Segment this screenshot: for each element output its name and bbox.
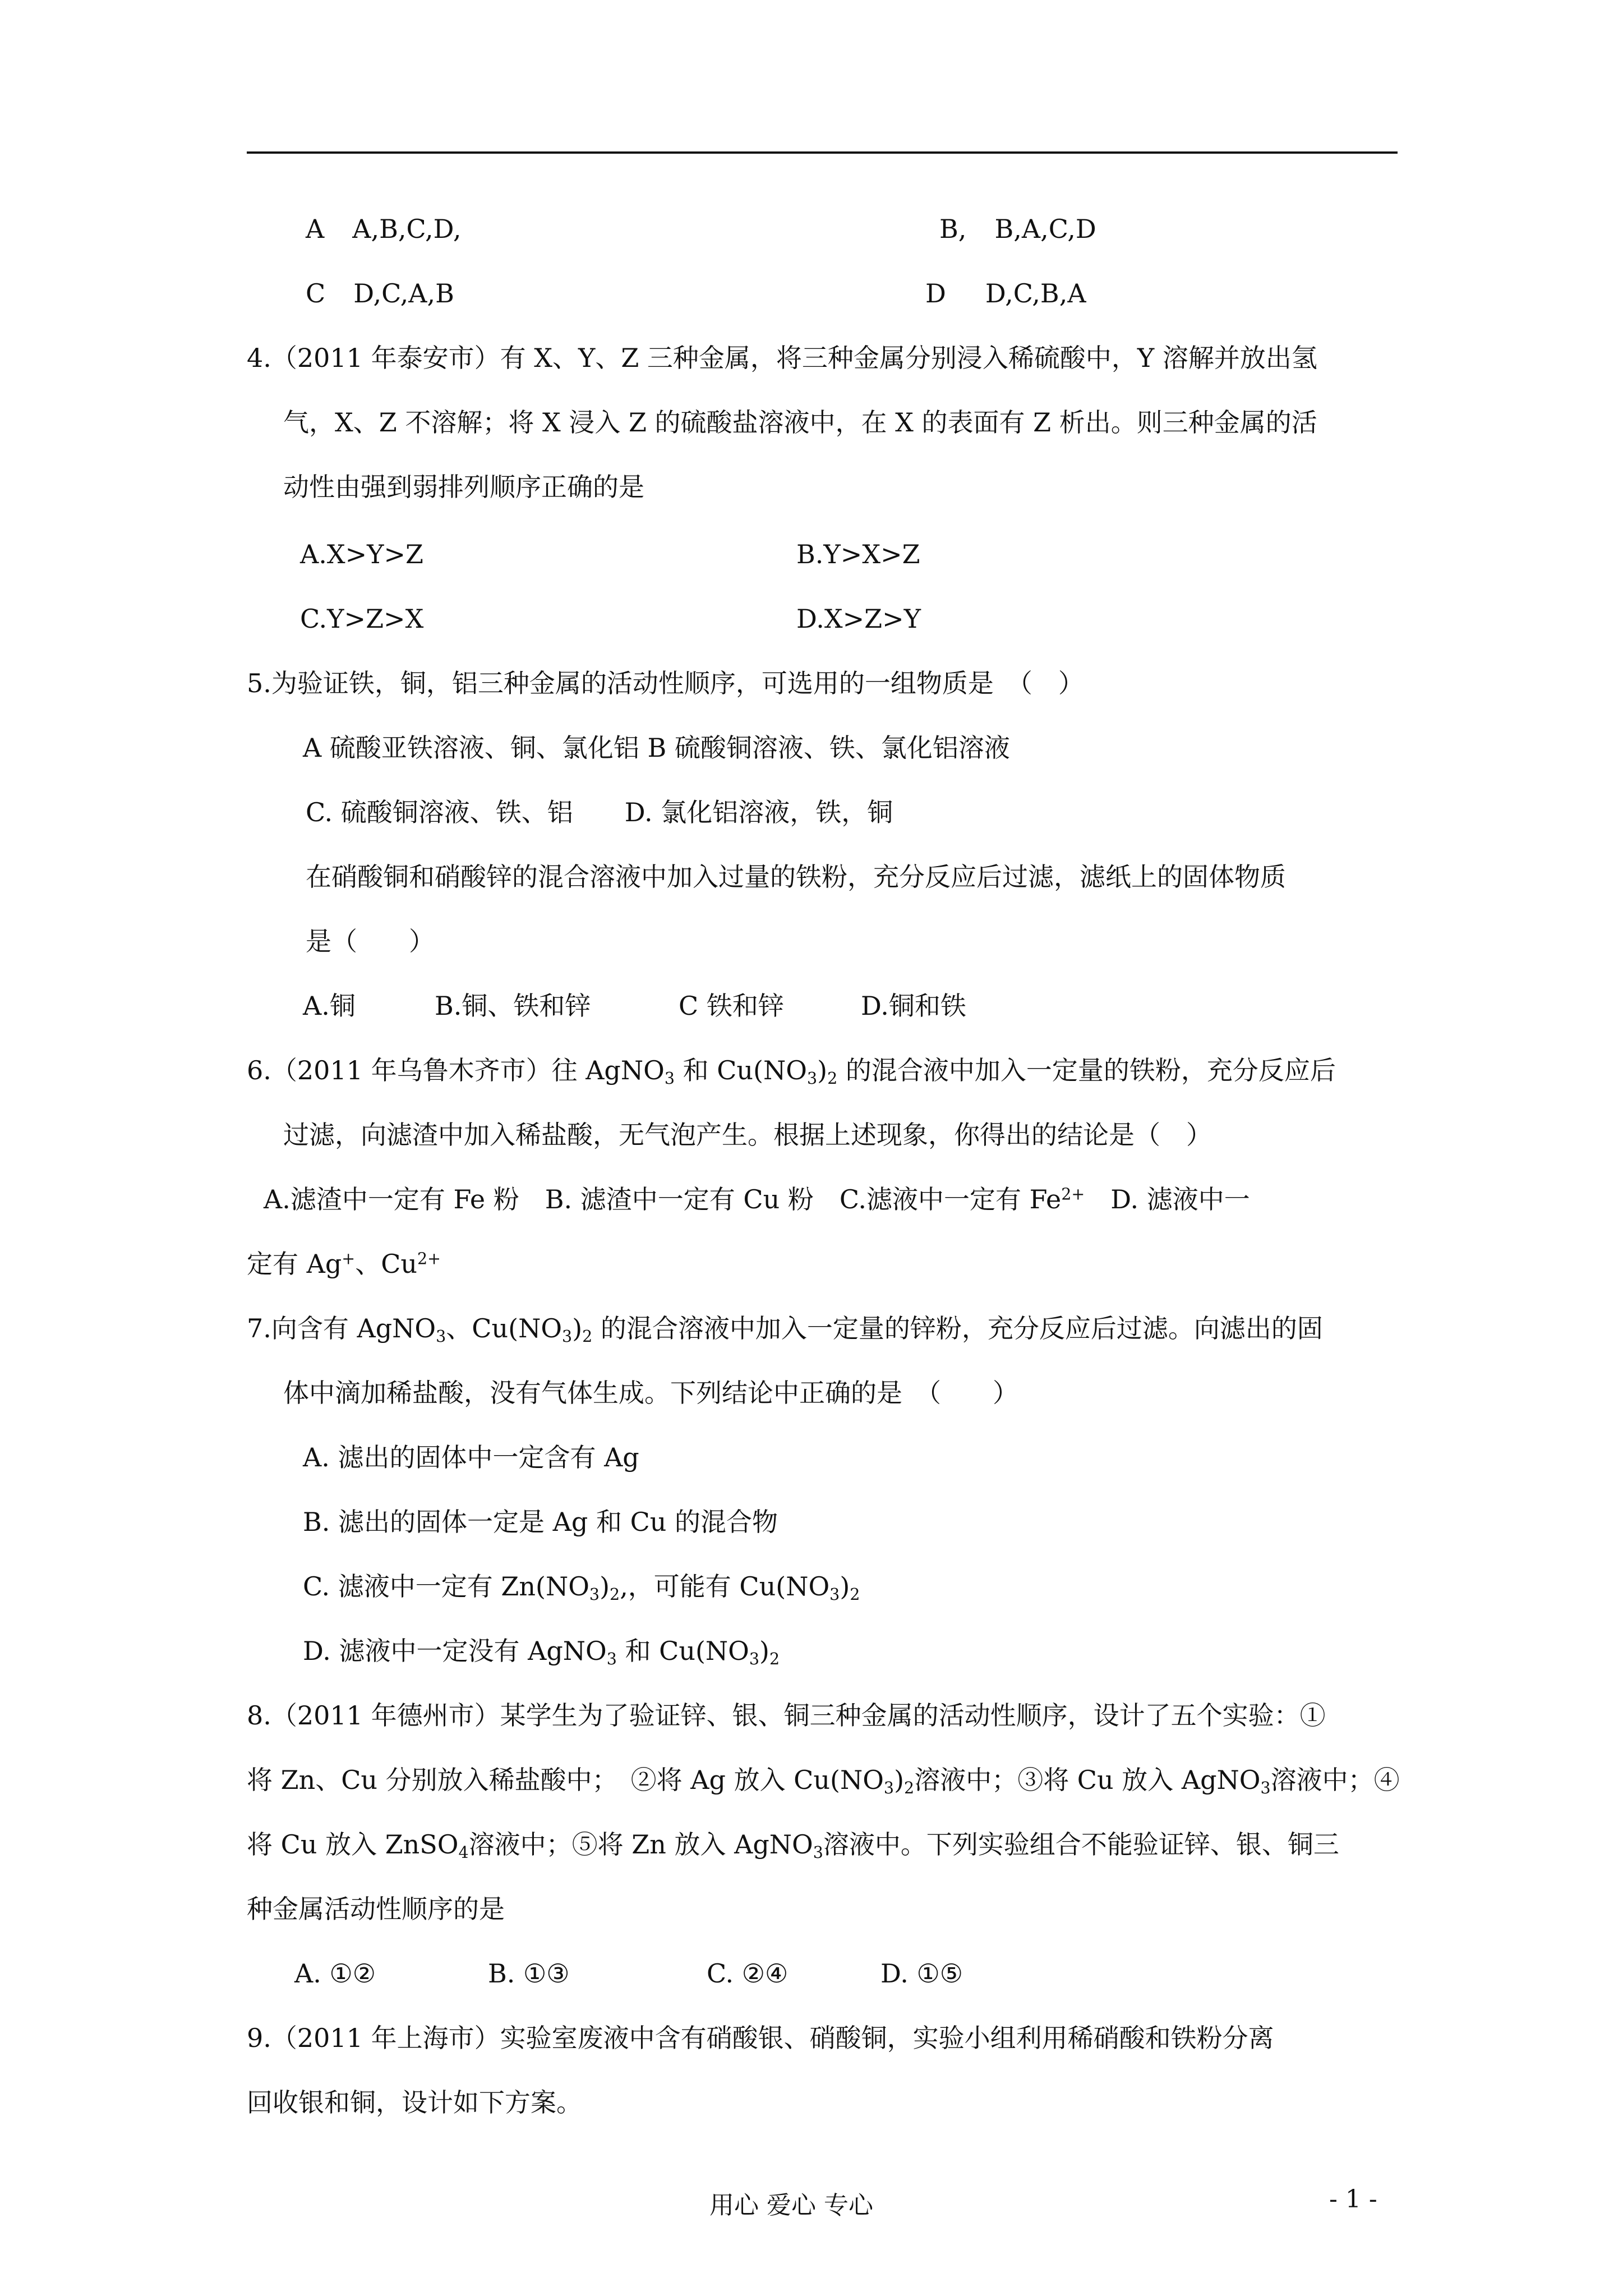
q6-stem-line1: 6.（2011 年乌鲁木齐市）往 AgNO$_3$ 和 $Cu(NO_3)_2$ 的混合液中加入一定量的铁粉，充分反应后: [247, 1055, 1336, 1088]
q5-sub-option-a: A.铜: [303, 991, 356, 1021]
footer-slogan: 用心 爱心 专心: [709, 2191, 873, 2220]
q5-stem: 5.为验证铁，铜，铝三种金属的活动性顺序，可选用的一组物质是 （ ）: [247, 668, 1084, 698]
q5-options-ab: A 硫酸亚铁溶液、铜、氯化铝 B 硫酸铜溶液、铁、氯化铝溶液: [303, 733, 1010, 763]
q7-stem-line2: 体中滴加稀盐酸，没有气体生成。下列结论中正确的是 （ ）: [283, 1378, 1018, 1408]
q7-option-b: B. 滤出的固体一定是 Ag 和 Cu 的混合物: [303, 1507, 778, 1537]
q5-sub-option-c: C 铁和锌: [679, 991, 784, 1021]
page-number: - 1 -: [1329, 2185, 1377, 2214]
q5-sub-stem-line1: 在硝酸铜和硝酸锌的混合溶液中加入过量的铁粉，充分反应后过滤，滤纸上的固体物质: [306, 862, 1286, 892]
q4-option-d: D.X>Z>Y: [796, 604, 921, 634]
q9-stem-line1: 9.（2011 年上海市）实验室废液中含有硝酸银、硝酸铜，实验小组利用稀硝酸和铁粉分离: [247, 2023, 1274, 2053]
q8-stem-line2: 将 Zn、Cu 分别放入稀盐酸中； ②将 Ag 放入 $Cu(NO_3)_2$溶液中；③将 Cu 放入 AgNO$_3$溶液中；④: [247, 1765, 1400, 1797]
q3-option-c: C D,C,A,B: [306, 278, 454, 309]
q9-stem-line2: 回收银和铜，设计如下方案。: [247, 2087, 582, 2118]
q4-stem-line3: 动性由强到弱排列顺序正确的是: [283, 472, 644, 502]
q7-option-d: D. 滤液中一定没有 AgNO$_3$ 和 $Cu(NO_3)_2$: [303, 1636, 780, 1668]
q4-option-b: B.Y>X>Z: [796, 539, 920, 569]
q5-sub-option-b: B.铜、铁和锌: [435, 991, 591, 1021]
q8-option-b: B. ①③: [488, 1958, 570, 1989]
q5-sub-stem-line2: 是（ ）: [306, 926, 435, 956]
q3-option-b: B, B,A,C,D: [939, 214, 1096, 244]
q3-option-a: A A,B,C,D,: [306, 214, 462, 244]
q4-option-c: C.Y>Z>X: [300, 604, 424, 634]
q8-stem-line4: 种金属活动性顺序的是: [247, 1894, 505, 1924]
q7-option-a: A. 滤出的固体中一定含有 Ag: [303, 1442, 639, 1473]
q8-stem-line3: 将 Cu 放入 ZnSO$_4$溶液中；⑤将 Zn 放入 AgNO$_3$溶液中。下列实验组合不能验证锌、银、铜三: [247, 1829, 1339, 1862]
q8-option-d: D. ①⑤: [880, 1958, 963, 1989]
q6-stem-line2: 过滤，向滤渣中加入稀盐酸，无气泡产生。根据上述现象，你得出的结论是（ ）: [283, 1120, 1212, 1150]
q4-stem-line2: 气，X、Z 不溶解；将 X 浸入 Z 的硫酸盐溶液中，在 X 的表面有 Z 析出。则三种金属的活: [283, 407, 1317, 438]
q8-stem-line1: 8.（2011 年德州市）某学生为了验证锌、银、铜三种金属的活动性顺序，设计了五个实验：①: [247, 1700, 1326, 1731]
q8-option-a: A. ①②: [294, 1958, 376, 1989]
q5-sub-option-d: D.铜和铁: [861, 991, 966, 1021]
q4-stem-line1: 4.（2011 年泰安市）有 X、Y、Z 三种金属，将三种金属分别浸入稀硫酸中，Y 溶解并放出氢: [247, 343, 1317, 373]
header-rule: [247, 151, 1398, 154]
q3-option-d: D D,C,B,A: [925, 278, 1086, 309]
q4-option-a: A.X>Y>Z: [300, 539, 424, 569]
q6-options-line: A.滤渣中一定有 Fe 粉 B. 滤渣中一定有 Cu 粉 C.滤液中一定有 $Fe^{2+}$ D. 滤液中一: [264, 1184, 1250, 1214]
q5-options-cd: C. 硫酸铜溶液、铁、铝 D. 氯化铝溶液，铁，铜: [306, 797, 893, 827]
q6-options-line2: 定有 Ag+、$Cu^{2+}$: [247, 1249, 441, 1279]
q8-option-c: C. ②④: [707, 1958, 789, 1989]
q7-option-c: C. 滤液中一定有 $Zn(NO_3)_2$,，可能有 $Cu(NO_3)_2$: [303, 1571, 860, 1604]
q7-stem-line1: 7.向含有 AgNO$_3$、$Cu(NO_3)_2$ 的混合溶液中加入一定量的锌粉，充分反应后过滤。向滤出的固: [247, 1313, 1323, 1346]
